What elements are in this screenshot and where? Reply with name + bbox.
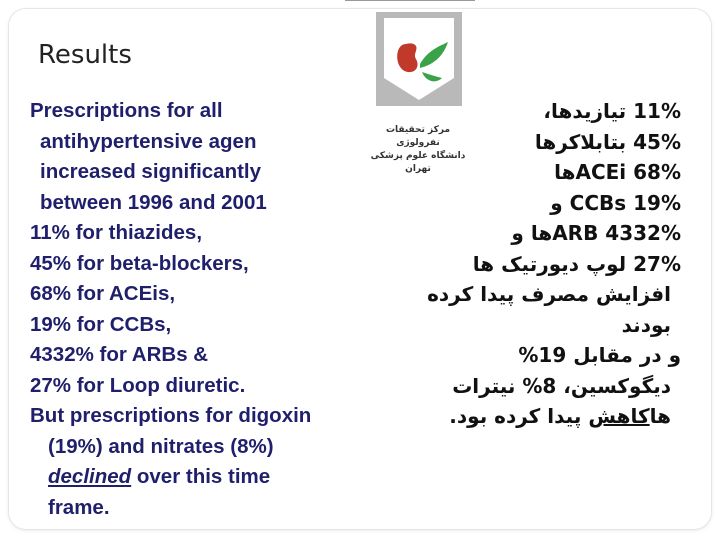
persian-line: 68% ACEiها — [554, 160, 681, 184]
english-line — [30, 462, 410, 493]
english-line: between 1996 and 2001 — [40, 190, 267, 214]
english-line: Prescriptions for all — [30, 99, 223, 122]
english-line: increased significantly — [40, 160, 262, 183]
logo-caption-line: دانشگاه علوم پزشکی تهران — [370, 151, 466, 174]
logo-caption-line: مرکز تحقیقات نفرولوژی — [385, 125, 451, 148]
english-line: 45% for beta-blockers, — [30, 251, 249, 275]
persian-line — [395, 401, 681, 432]
logo — [376, 12, 462, 106]
persian-line: 4332% ARBها و — [511, 221, 681, 245]
persian-line-head: ها — [649, 404, 671, 428]
english-line: 27% for Loop diuretic. — [30, 373, 246, 397]
persian-line: 45% بتابلاکرها — [534, 129, 681, 154]
english-line-tail: over this time — [131, 465, 271, 488]
english-line: (19%) and nitrates (8%) — [48, 434, 274, 458]
persian-line: افزایش مصرف پیدا کرده — [427, 282, 671, 306]
english-line: 19% for CCBs, — [30, 312, 172, 336]
persian-text-block — [395, 96, 681, 432]
persian-line: 11% تیازیدها، — [543, 99, 681, 123]
english-line: But prescriptions for digoxin — [30, 404, 312, 427]
declined-emphasis: declined — [48, 465, 132, 488]
persian-line: دیگوکسین، 8% نیترات — [452, 373, 671, 398]
persian-line: بودند — [621, 312, 671, 337]
english-line: 68% for ACEis, — [30, 282, 176, 305]
slide-title: Results — [38, 40, 132, 70]
english-line: antihypertensive agen — [40, 129, 257, 153]
english-line: 11% for thiazides, — [30, 221, 203, 244]
english-text-block — [30, 96, 410, 523]
decreased-emphasis: کاهش — [588, 404, 650, 428]
persian-line: 19% CCBs و — [550, 190, 681, 215]
top-divider — [345, 0, 475, 1]
persian-line: و در مقابل 19% — [518, 343, 681, 367]
kidney-leaf-logo-icon — [376, 12, 462, 106]
persian-line-tail: پیدا کرده بود. — [449, 404, 589, 428]
english-line: frame. — [48, 495, 110, 519]
english-line: 4332% for ARBs & — [30, 343, 209, 366]
persian-line: 27% لوپ دیورتیک ها — [472, 251, 681, 276]
